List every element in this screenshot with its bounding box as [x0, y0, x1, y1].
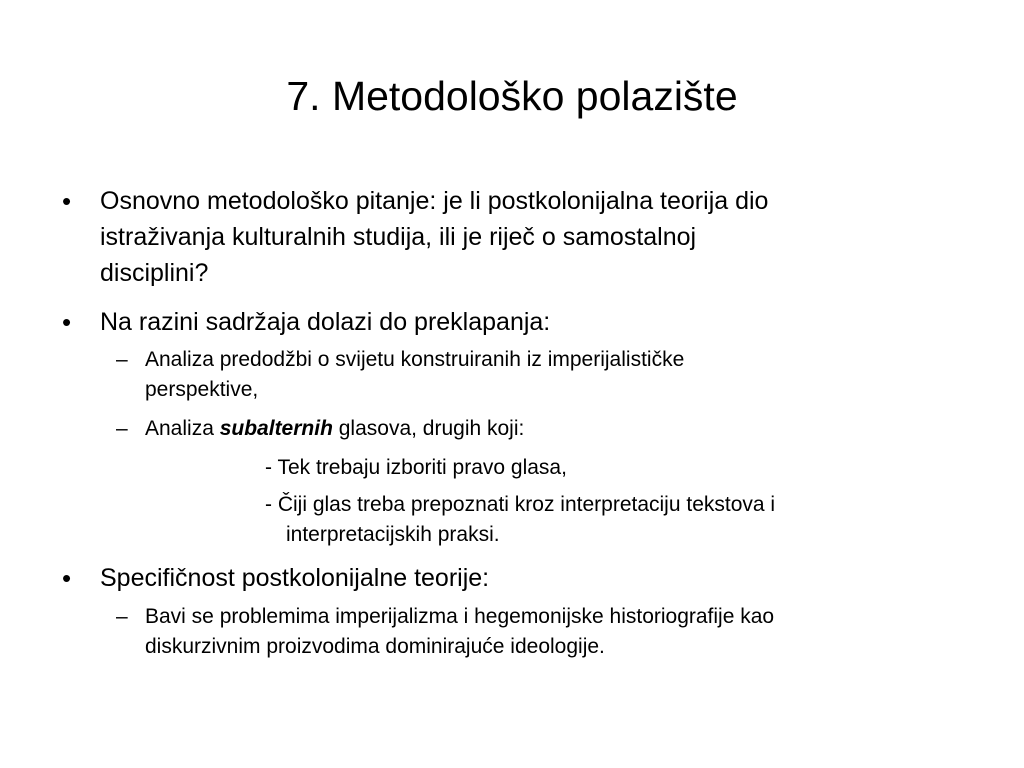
- sub-bullet-dash: –: [116, 605, 128, 628]
- bullet-1-line-3: disciplini?: [100, 259, 209, 287]
- sub-2-2-prefix: Analiza: [145, 417, 220, 440]
- sub-2-1-line-2: perspektive,: [145, 378, 259, 401]
- bullet-1-line-2: istraživanja kulturalnih studija, ili je riječ o samostalnoj: [100, 223, 697, 251]
- sub-3-1-line-1: Bavi se problemima imperijalizma i hegemonijske historiografije kao: [145, 605, 775, 628]
- bullet-dot: •: [62, 307, 72, 337]
- sub-bullet-dash: –: [116, 348, 128, 371]
- bullet-3-line-1: Specifičnost postkolonijalne teorije:: [100, 564, 490, 592]
- bullet-dot: •: [62, 186, 72, 216]
- sub-2-1-line-1: Analiza predodžbi o svijetu konstruiranih iz imperijalističke: [145, 348, 685, 371]
- bullet-dot: •: [62, 563, 72, 593]
- bullet-1-line-1: Osnovno metodološko pitanje: je li postkolonijalna teorija dio: [100, 187, 769, 215]
- sub-2-2-line-1: [145, 414, 524, 444]
- sub-2-2-item-1: - Tek trebaju izboriti pravo glasa,: [265, 456, 567, 479]
- sub-2-2-emphasis: subalternih: [219, 417, 333, 440]
- sub-bullet-dash: –: [116, 417, 128, 440]
- sub-2-2-item-2-cont: interpretacijskih praksi.: [286, 523, 500, 546]
- bullet-2-line-1: Na razini sadržaja dolazi do preklapanja:: [100, 308, 551, 336]
- sub-2-2-item-2: - Čiji glas treba prepoznati kroz interpretaciju tekstova i: [265, 493, 776, 516]
- sub-2-2-suffix: glasova, drugih koji:: [332, 417, 525, 440]
- sub-3-1-line-2: diskurzivnim proizvodima dominirajuće ideologije.: [145, 635, 605, 658]
- slide-title: 7. Metodološko polazište: [286, 73, 738, 119]
